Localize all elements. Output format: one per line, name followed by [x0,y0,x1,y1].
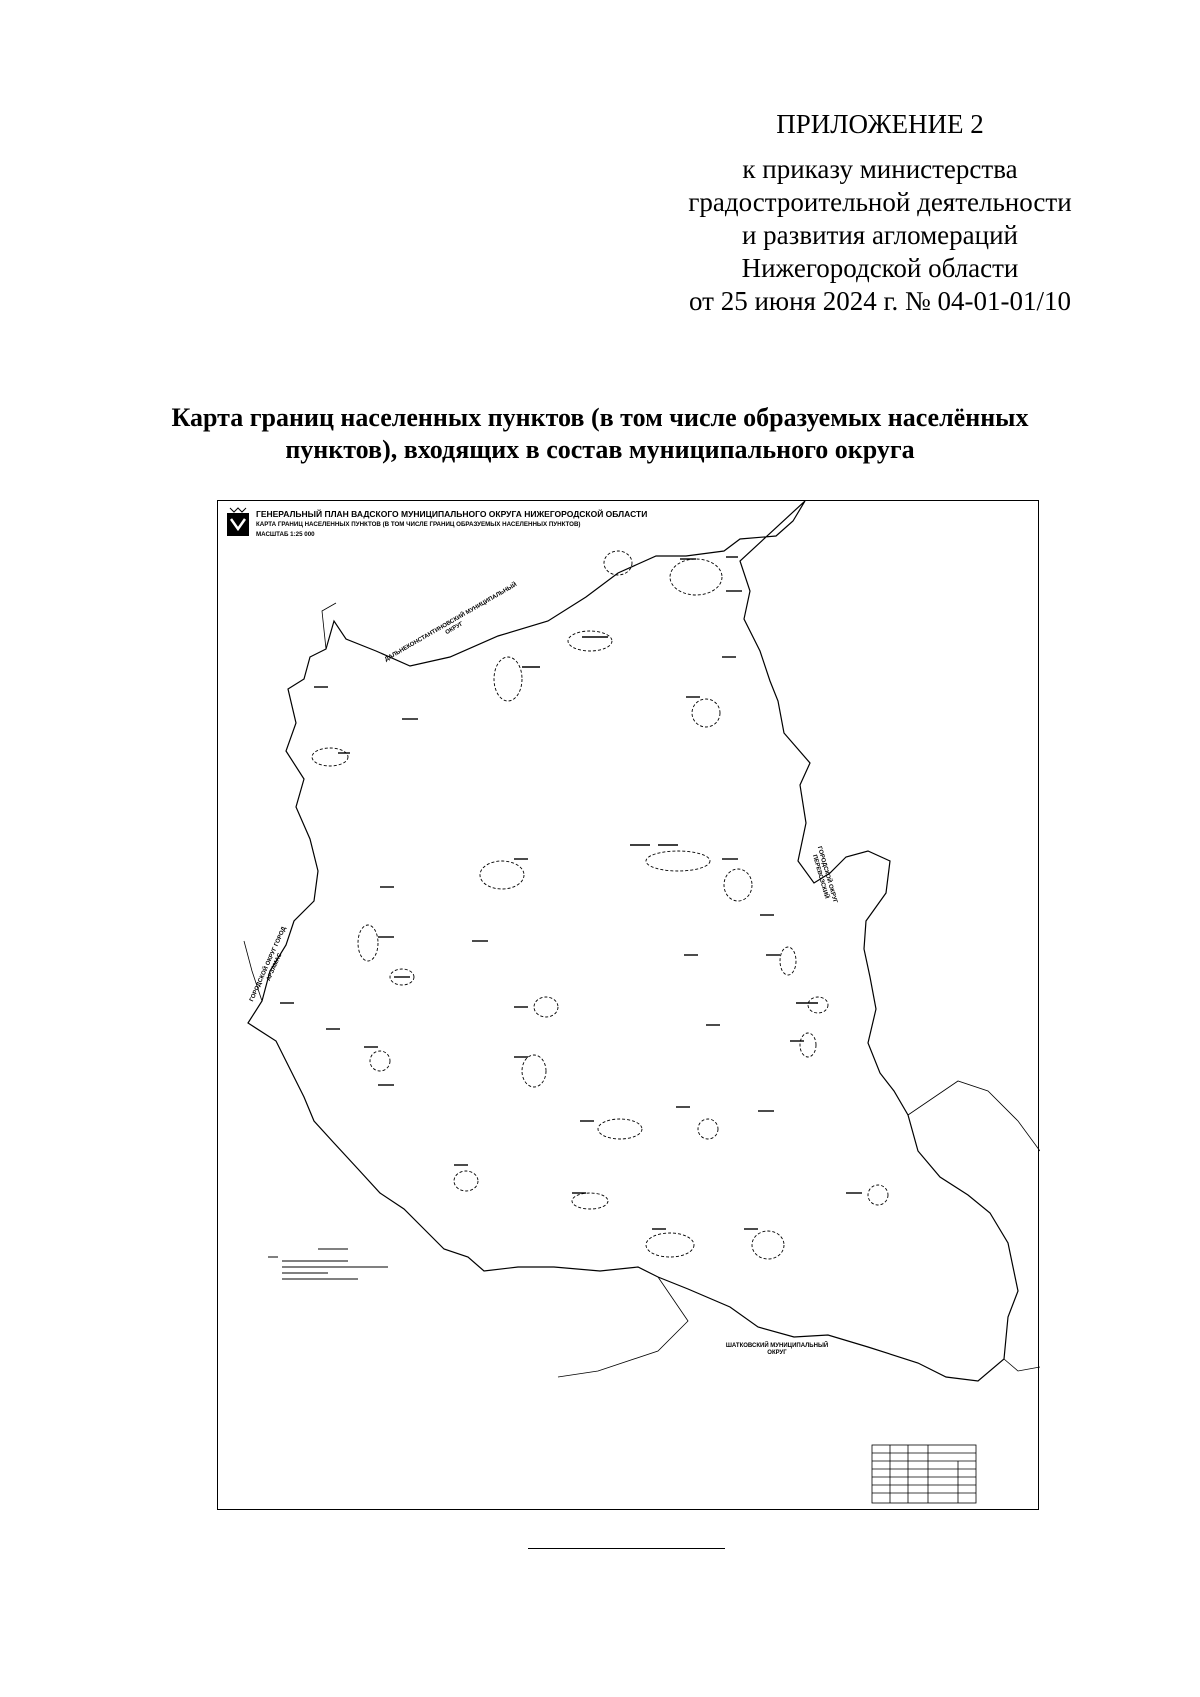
neighbour-label-east: ГОРОДСКОЙ ОКРУГ ПЕРЕВОЗСКИЙ [810,845,838,904]
neighbour-label-north: ДАЛЬНЕКОНСТАНТИНОВСКИЙ МУНИЦИПАЛЬНЫЙ ОКРУГ [383,582,519,664]
map-image [217,500,1039,1510]
map-header-title: ГЕНЕРАЛЬНЫЙ ПЛАН ВАДСКОГО МУНИЦИПАЛЬНОГО ОКРУГА НИЖЕГОРОДСКОЙ ОБЛАСТИ [256,509,648,519]
map-header-scale: МАСШТАБ 1:25 000 [256,531,315,538]
footer-divider [528,1548,725,1549]
appendix-line: Нижегородской области [741,253,1019,283]
appendix-line: и развития агломераций [741,220,1018,250]
document-title [130,402,1070,466]
neighbour-label-west: ГОРОДСКОЙ ОКРУГ ГОРОД АРЗАМАС [249,926,288,1003]
neighbour-label-south: ШАТКОВСКИЙ МУНИЦИПАЛЬНЫЙ ОКРУГ [725,1343,829,1356]
map-title-block [872,1445,976,1503]
coat-of-arms-icon [226,507,250,537]
appendix-line: к приказу министерства [742,154,1018,184]
appendix-heading: ПРИЛОЖЕНИЕ 2 [776,109,984,139]
map-header-subtitle: КАРТА ГРАНИЦ НАСЕЛЕННЫХ ПУНКТОВ (В ТОМ ЧИСЛЕ ГРАНИЦ ОБРАЗУЕМЫХ НАСЕЛЕННЫХ ПУНКТОВ) [256,521,581,528]
title-line-2: пунктов), входящих в состав муниципального округа [285,435,915,464]
map-drawing [218,501,1040,1511]
title-line-1: Карта границ населенных пунктов (в том числе образуемых населённых [171,403,1029,432]
village-label-marks [280,557,862,1229]
map-legend [268,1249,388,1279]
appendix-line: от 25 июня 2024 г. № 04-01-01/10 [689,286,1071,316]
district-boundary [248,501,1018,1381]
appendix-block [640,108,1120,318]
appendix-line: градостроительной деятельности [688,187,1072,217]
